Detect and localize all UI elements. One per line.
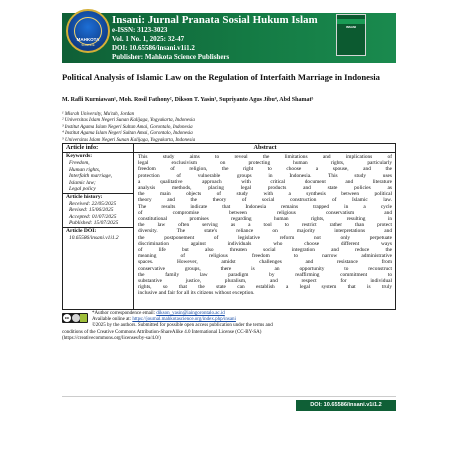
cover-band [337, 19, 365, 24]
logo-sub: SCIENCE [81, 43, 95, 47]
affiliation: ¹ Misrah University, Mu'tah, Jordan [62, 112, 135, 117]
logo-text: MAHKOTA [76, 37, 100, 42]
author-list: M. Rafli Kurniawan¹, Moh. Rosil Fathony², Dikson T. Yasin³, Supriyanto Agus Jibu⁴, Abd Shamat⁵ [62, 97, 314, 103]
abstract-line: the postponement of legislative reform not only perpetuate [138, 234, 392, 241]
affiliations [62, 112, 396, 144]
eissn: e-ISSN: 3123-3023 [112, 26, 168, 34]
article-doi-label: Article DOI: [63, 227, 133, 235]
volume: Vol. 1 No. 1, 2025: 32-47 [112, 35, 185, 43]
abstract-line: meaning of religious freedom to narrow administrative [138, 253, 392, 260]
footer-doi: DOI: 10.65586/insani.v1i1.2 [296, 400, 396, 411]
abstract-line: discrimination against individuals who choose different ways [138, 240, 392, 247]
footer-rule [62, 396, 396, 397]
affiliation: ² Universitas Islam Negeri Sunan Kalijaga, Yogyakarta, Indonesia [62, 118, 195, 124]
correspondence-email-link[interactable]: dikson_yasin@iaingorontalo.ac.id [156, 311, 225, 316]
journal-cover-thumbnail [336, 14, 366, 56]
abstract-column [134, 144, 396, 309]
abstract-line: freedom of religion, the right to choose a spouse, and the [138, 166, 392, 173]
article-info-table [62, 143, 396, 310]
publisher: Publisher: Mahkota Science Publishers [112, 53, 230, 61]
article-info-column [63, 144, 134, 309]
abstract-line: the family law paradigm by reaffirming commitment to [138, 271, 392, 278]
copyright-line: ©2025 by the authors. Submitted for possible open access publication under the terms and [92, 323, 273, 329]
license-block [62, 311, 396, 353]
abstract-line: the law often serving as a tool to restrict rather than protect [138, 222, 392, 229]
history-item: Published: 15/07/2025 [69, 220, 119, 226]
abstract-line: rights, so that the state can establish a legal system that is truly [138, 284, 392, 291]
abstract-line: The results indicate that Indonesia remains trapped in a cycle [138, 203, 392, 210]
abstract-line: a qualitative approach with critical document and literature [138, 178, 392, 185]
abstract-header: Abstract [134, 144, 396, 153]
abstract-line: spaces. However, amidst challenges and resistance from [138, 259, 392, 266]
mahkota-logo-icon [66, 9, 110, 53]
history-label: Article history: [63, 193, 133, 201]
copyright-line-2: conditions of the Creative Commons Attribution-ShareAlike 4.0 International License (CC-BY-SA) [62, 329, 262, 335]
abstract-text [134, 153, 396, 297]
abstract-line: substantive justice, pluralism, and respect for individual [138, 278, 392, 285]
article-title: Political Analysis of Islamic Law on the Regulation of Interfaith Marriage in Indonesia [62, 72, 380, 82]
header-doi: DOI: 10.65586/insani.v1i1.2 [112, 44, 195, 52]
license-text [62, 311, 396, 342]
abstract-line: the main objects of study with a synthesis between political [138, 191, 392, 198]
keyword: Freedom, [69, 160, 90, 166]
abstract-line: constitutional promises regarding human rights, resulting in [138, 216, 392, 223]
abstract-line: of life but also threaten social integration and reduce the [138, 247, 392, 254]
keyword: Interfaith marriage, [69, 173, 113, 179]
history-item: Received: 22/05/2025 [69, 200, 117, 207]
abstract-line: legal exclusivism on protecting human rights, particularly [138, 160, 392, 167]
cover-text: INSANI [345, 25, 357, 29]
affiliation: ⁴ Institut Agama Islam Negeri Sultan Amai, Gorontalo, Indonesia [62, 131, 193, 137]
abstract-line: of compromise between religious conservatism and [138, 209, 392, 216]
article-doi-value: 10.65586/insani.v1i1.2 [69, 234, 119, 241]
abstract-line: inclusive and fair for all its citizens without exception. [138, 290, 255, 297]
journal-title: Insani: Jurnal Pranata Sosial Hukum Islam [112, 14, 318, 26]
header-text [112, 14, 318, 62]
page-footer [62, 396, 396, 412]
abstract-line: protection of vulnerable groups in Indonesia. This study uses [138, 172, 392, 179]
journal-url-link[interactable]: https://journal.mahkotascience.org/index.php/insani [132, 317, 236, 323]
abstract-line: analysis methods, placing legal products and state policies as [138, 185, 392, 192]
affiliation: ⁵ Universitas Islam Negeri Sunan Kalijaga, Yogyakarta, Indonesia [62, 137, 196, 143]
affiliation: ³ Institut Agama Islam Negeri Sultan Amai, Gorontalo, Indonesia [62, 124, 193, 130]
keyword: Legal policy [69, 186, 96, 192]
abstract-line: theory and the theory of social construction of Islamic law. [138, 197, 392, 204]
cc-icon: cc [64, 315, 70, 320]
abstract-line: diversity. The state's reliance on majority interpretations and [138, 228, 392, 235]
abstract-line: conservative groups, there is an opportunity to reconstruct [138, 265, 392, 272]
history-item: Revised: 15/06/2025 [69, 207, 114, 213]
abstract-line: This study aims to reveal the limitations and implications of [138, 154, 392, 160]
online-prefix: Available online at: [92, 317, 133, 323]
article-info-header: Article info: [63, 144, 133, 153]
history-item: Accepted: 01/07/2025 [69, 213, 117, 220]
keyword: Human rights, [69, 166, 101, 173]
keywords-label: Keywords: [66, 153, 93, 159]
correspondence-prefix: *Author correspondence email: [92, 311, 157, 316]
license-url-line[interactable]: (https://creativecommons.org/licenses/by-sa/4.0/) [62, 335, 161, 341]
keyword: Islamic law; [69, 179, 96, 186]
